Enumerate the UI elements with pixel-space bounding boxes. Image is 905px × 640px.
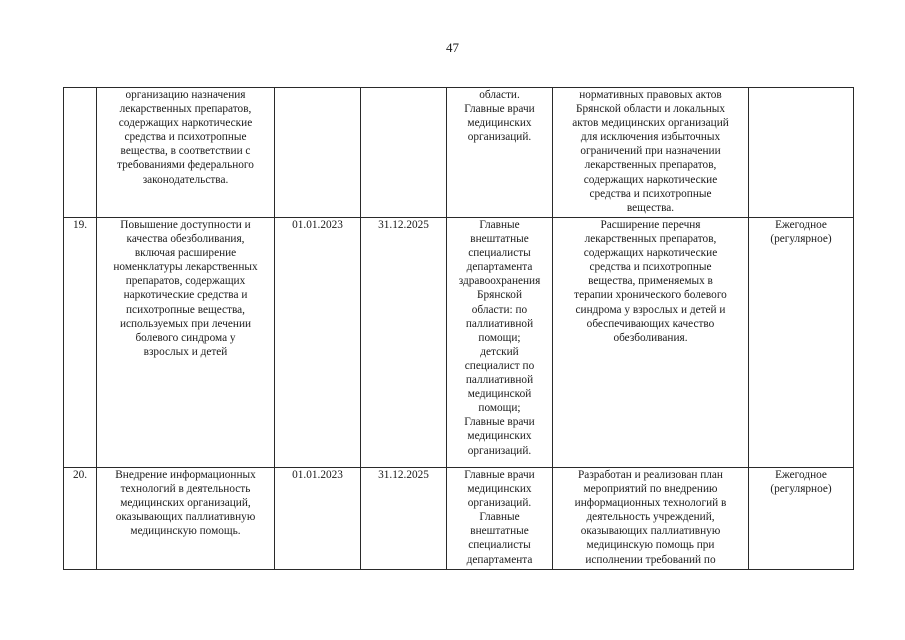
result-cell: нормативных правовых актов Брянской области и локальных актов медицинских организаций для исключения избыточных ограничений при назначении лекарственных препаратов, содержащих наркотические средства и психотропные вещества. [553, 88, 749, 218]
start-date-cell: 01.01.2023 [275, 468, 361, 570]
end-date-cell: 31.12.2025 [361, 468, 447, 570]
frequency-cell: Ежегодное (регулярное) [749, 218, 854, 468]
result-cell: Разработан и реализован план мероприятий по внедрению информационных технологий в деятельность учреждений, оказывающих паллиативную медицинскую помощь при исполнении требований по [553, 468, 749, 570]
frequency-cell [749, 88, 854, 218]
table-row [64, 218, 854, 468]
row-number: 20. [64, 468, 97, 570]
row-number [64, 88, 97, 218]
table-row [64, 468, 854, 570]
activity-cell: Внедрение информационных технологий в деятельность медицинских организаций, оказывающих паллиативную медицинскую помощь. [97, 468, 275, 570]
page-number: 47 [446, 40, 459, 55]
table-row [64, 88, 854, 218]
activity-cell: Повышение доступности и качества обезболивания, включая расширение номенклатуры лекарственных препаратов, содержащих наркотические средства и психотропные вещества, используемых при лечении болевого синдрома у взрослых и детей [97, 218, 275, 468]
responsible-cell: Главные внештатные специалисты департамента здравоохранения Брянской области: по паллиативной помощи; детский специалист по паллиативной медицинской помощи; Главные врачи медицинских организаций. [447, 218, 553, 468]
end-date-cell: 31.12.2025 [361, 218, 447, 468]
plan-table [63, 87, 854, 570]
frequency-cell: Ежегодное (регулярное) [749, 468, 854, 570]
responsible-cell: Главные врачи медицинских организаций. Главные внештатные специалисты департамента [447, 468, 553, 570]
start-date-cell: 01.01.2023 [275, 218, 361, 468]
start-date-cell [275, 88, 361, 218]
responsible-cell: области. Главные врачи медицинских организаций. [447, 88, 553, 218]
end-date-cell [361, 88, 447, 218]
result-cell: Расширение перечня лекарственных препаратов, содержащих наркотические средства и психотропные вещества, применяемых в терапии хронического болевого синдрома у взрослых и детей и обеспечивающих качество обезболивания. [553, 218, 749, 468]
activity-cell: организацию назначения лекарственных препаратов, содержащих наркотические средства и психотропные вещества, в соответствии с требованиями федерального законодательства. [97, 88, 275, 218]
row-number: 19. [64, 218, 97, 468]
